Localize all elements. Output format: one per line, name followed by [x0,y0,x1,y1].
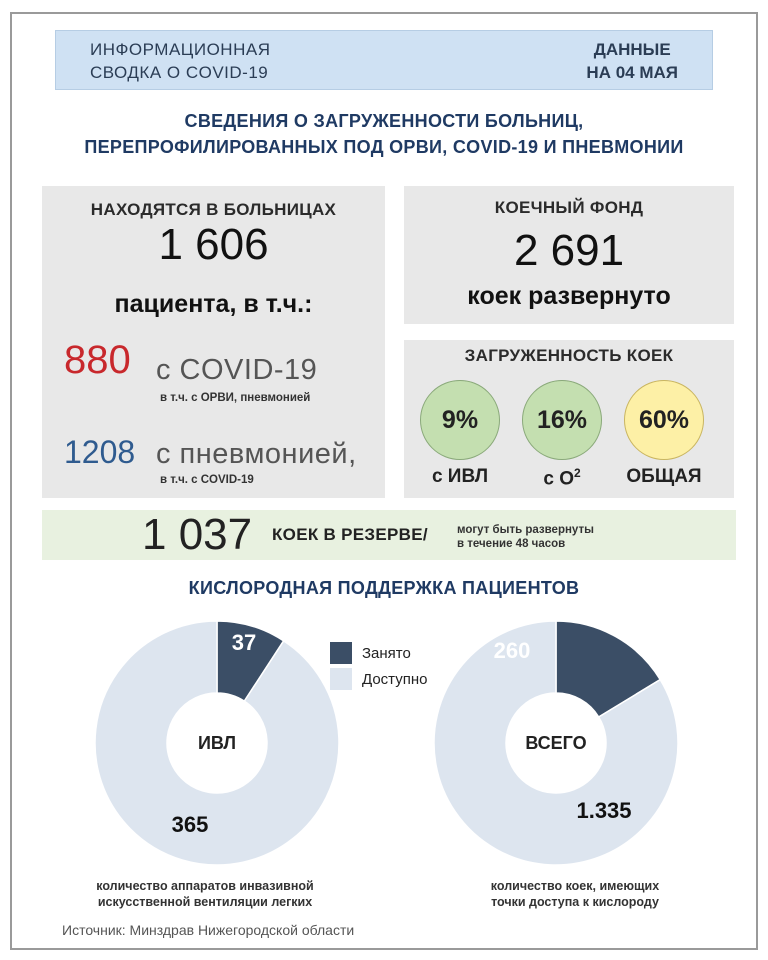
page-title [0,108,768,160]
beds-heading: КОЕЧНЫЙ ФОНД [494,198,644,217]
legend-item-occupied [330,640,427,666]
reserve-note [457,523,594,551]
beds-total: 2 691 [513,226,625,275]
reserve-note-line1: могут быть развернуты [457,524,594,536]
load-circle-oxygen: 16% [522,380,602,460]
caption-ventilators-line1: количество аппаратов инвазивной [96,879,314,893]
reserve-panel [42,510,736,560]
chart-legend [330,640,427,692]
pneumonia-count: 1208 [64,434,136,470]
header-title-line1: ИНФОРМАЦИОННАЯ [90,40,271,59]
bed-load-panel [404,340,734,498]
caption-ventilators-line2: искусственной вентиляции легких [97,895,313,909]
donut-center-label: ИВЛ [197,733,237,753]
caption-oxygen-beds-line1: количество коек, имеющих [490,879,660,893]
legend-label-available: Доступно [362,670,428,688]
header-date-line2: НА 04 МАЯ [586,63,678,82]
donut-chart-ventilators [95,621,339,865]
donut-value-label-occupied: 37 [231,630,257,655]
donut-chart-total [434,621,678,865]
covid-count: 880 [64,338,131,382]
reserve-label: КОЕК В РЕЗЕРВЕ/ [272,525,428,544]
header-banner [55,30,713,90]
load-label-oxygen [522,466,602,490]
reserve-note-line2: в течение 48 часов [457,538,566,550]
hospital-total: 1 606 [158,220,269,269]
beds-panel [404,186,734,324]
bed-load-heading: ЗАГРУЖЕННОСТЬ КОЕК [464,346,674,365]
hospital-panel [42,186,385,498]
page-title-line1: СВЕДЕНИЯ О ЗАГРУЖЕННОСТИ БОЛЬНИЦ, [184,111,584,131]
hospital-subtitle: пациента, в т.ч.: [114,290,313,318]
caption-oxygen-beds [440,878,710,910]
legend-item-available [330,666,427,692]
source-note: Источник: Минздрав Нижегородской области [62,922,355,938]
beds-subtitle: коек развернуто [467,282,671,310]
load-label-oxygen-sup: 2 [573,466,581,480]
pneumonia-label: с пневмонией, [156,438,357,470]
header-title [90,38,270,84]
donut-value-label-available: 365 [171,812,209,837]
covid-note: в т.ч. с ОРВИ, пневмонией [160,392,311,404]
reserve-count: 1 037 [142,510,253,559]
page-title-line2: ПЕРЕПРОФИЛИРОВАННЫХ ПОД ОРВИ, COVID-19 И ПНЕВМОНИИ [84,137,684,157]
load-circle-ventilator: 9% [420,380,500,460]
hospital-heading: НАХОДЯТСЯ В БОЛЬНИЦАХ [90,200,337,219]
caption-oxygen-beds-line2: точки доступа к кислороду [491,895,659,909]
donut-center-label: ВСЕГО [525,733,587,753]
oxygen-section-title: КИСЛОРОДНАЯ ПОДДЕРЖКА ПАЦИЕНТОВ [188,578,580,598]
load-circle-total: 60% [624,380,704,460]
header-title-line2: СВОДКА О COVID-19 [90,63,269,82]
load-label-oxygen-text: с О [543,468,574,490]
donut-value-label-available: 1.335 [576,798,632,823]
load-label-ventilator: с ИВЛ [431,466,489,487]
legend-label-occupied: Занято [362,644,411,662]
donut-value-label-occupied: 260 [493,638,531,663]
legend-swatch-occupied [330,642,352,664]
load-label-total: ОБЩАЯ [626,466,702,487]
covid-label: с COVID-19 [156,354,318,386]
pneumonia-note: в т.ч. с COVID-19 [160,474,254,486]
header-date-line1: ДАННЫЕ [593,40,671,59]
header-date [586,38,678,84]
legend-swatch-available [330,668,352,690]
caption-ventilators [70,878,340,910]
